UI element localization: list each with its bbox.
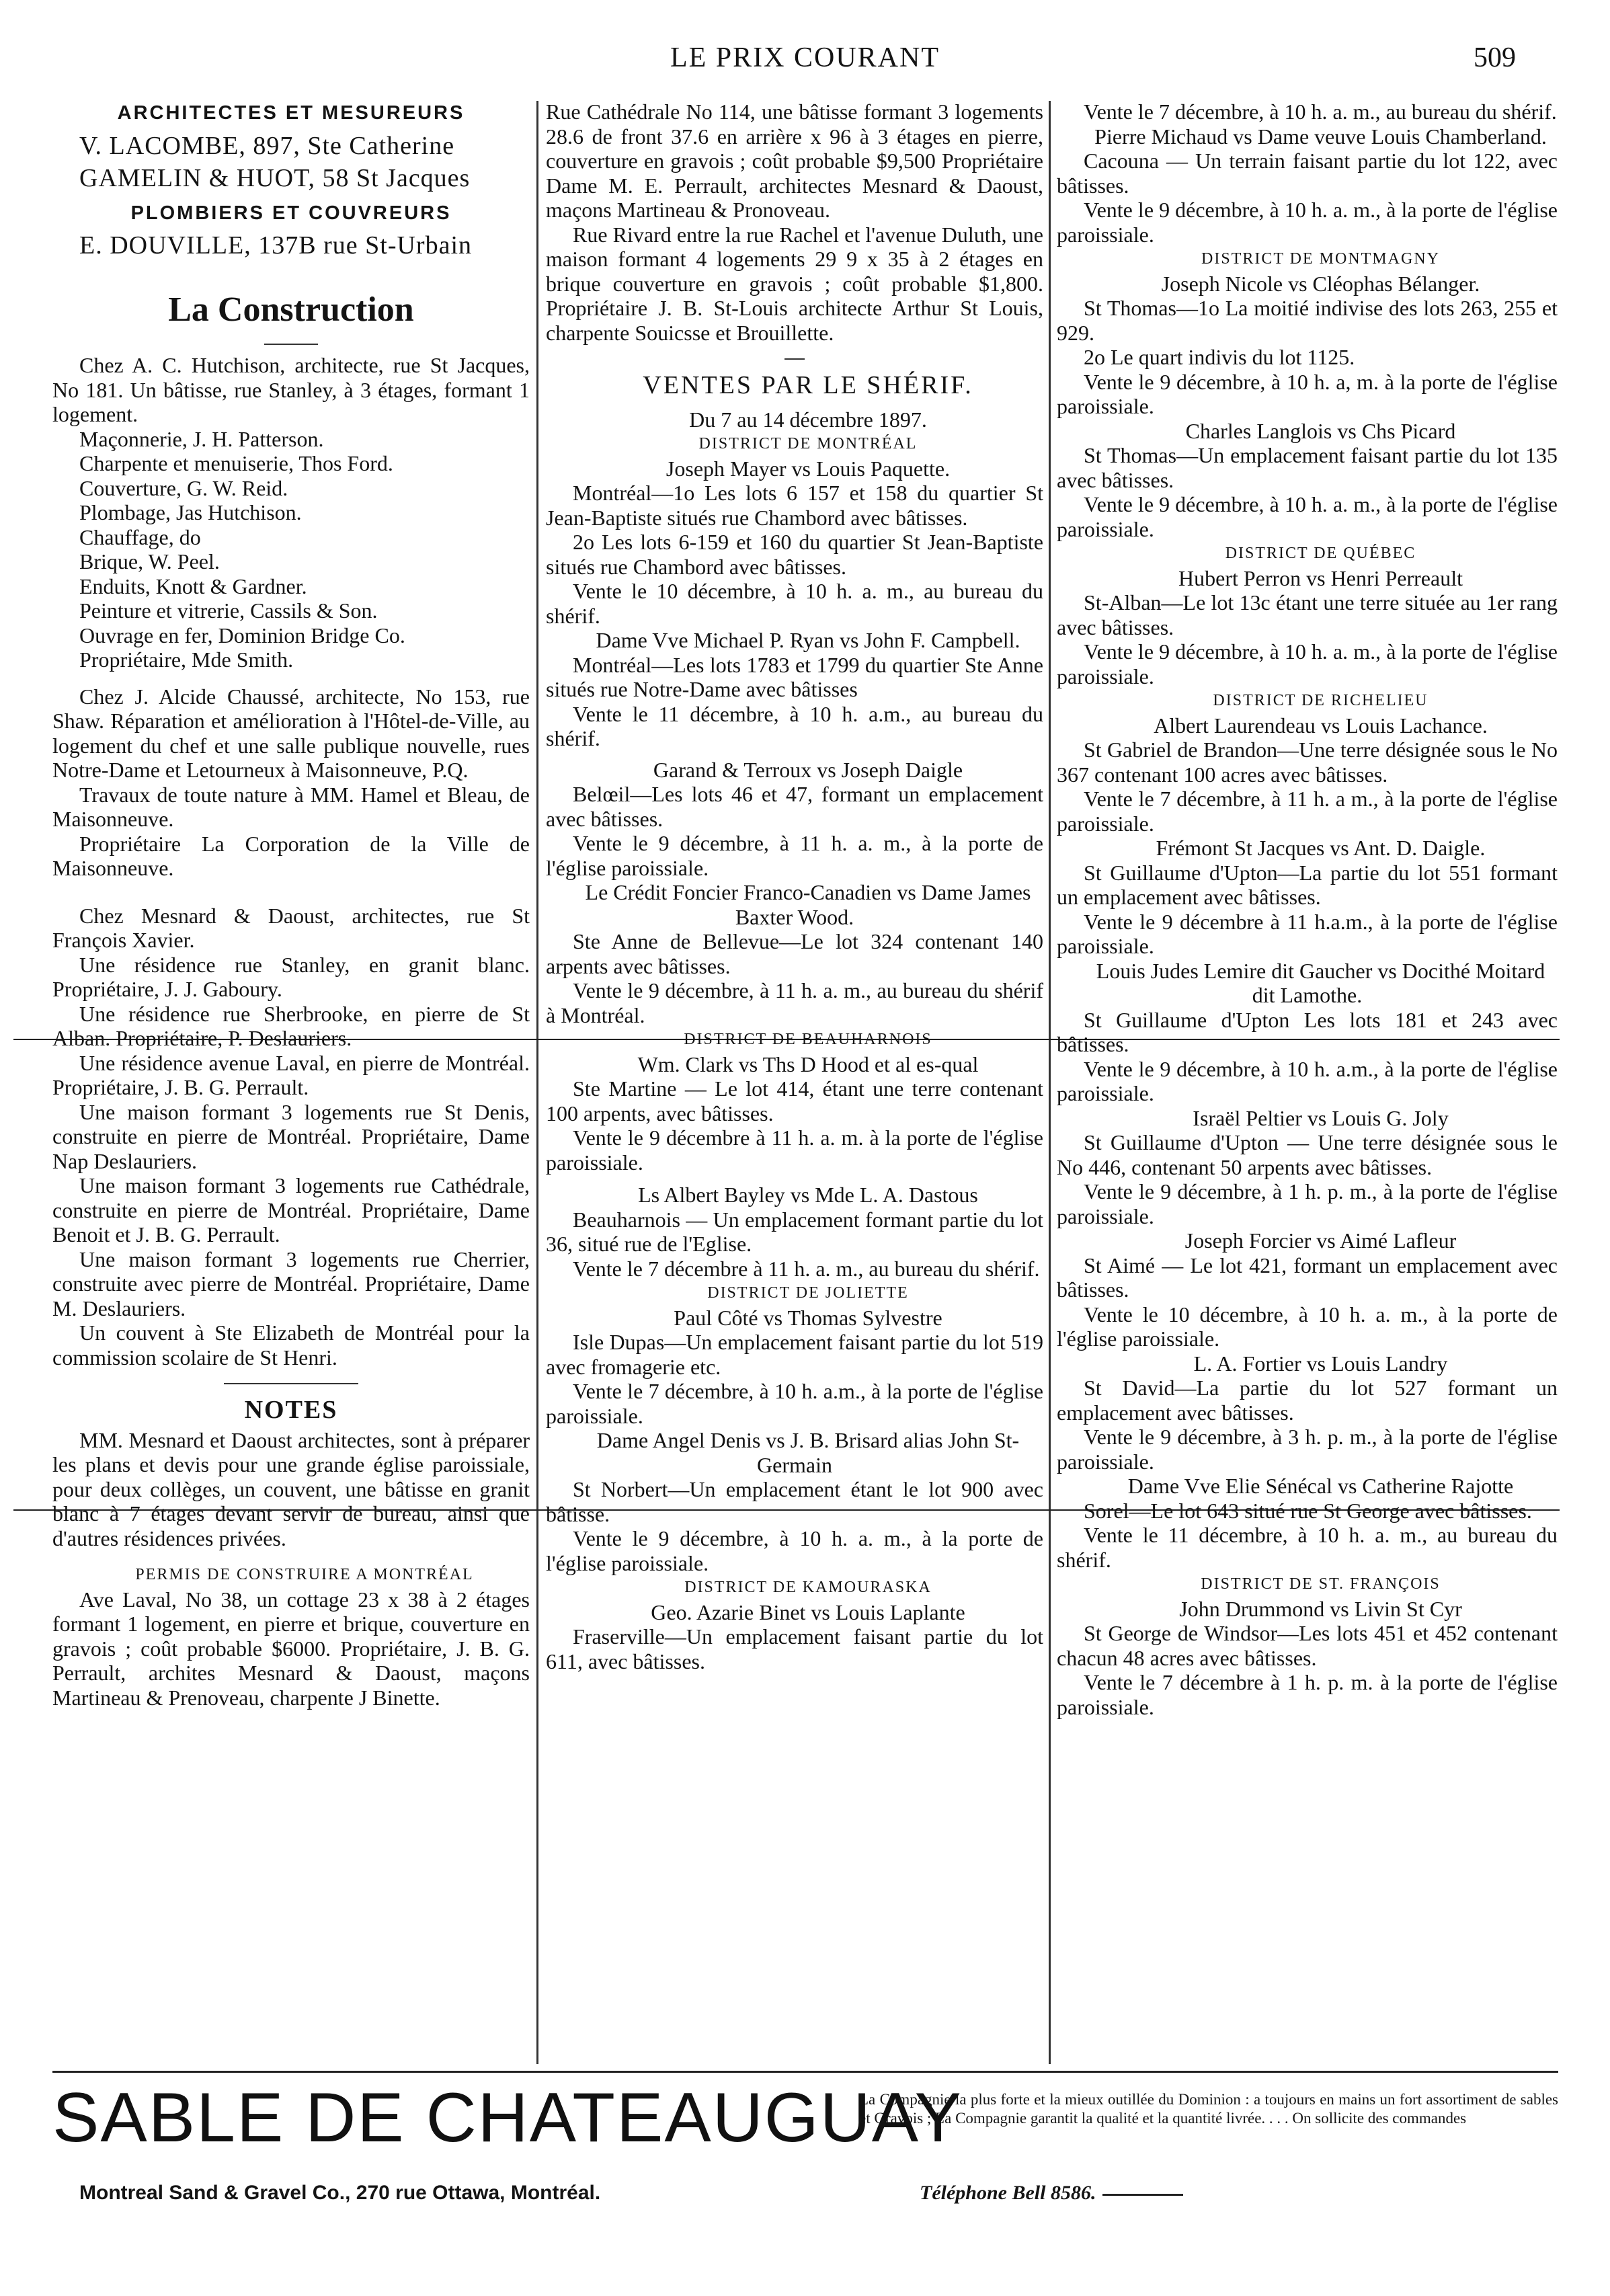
construction-entry: Une maison formant 3 logements rue St Denis, construite en pierre de Montréal. Propriétaire, Dame Nap Deslauriers. <box>52 1099 530 1173</box>
construction-entry: Couverture, G. W. Reid. <box>79 475 288 500</box>
case-text: St Guillaume d'Upton—La partie du lot 551 formant un emplacement avec bâtisses. <box>1057 860 1558 909</box>
case-text: St George de Windsor—Les lots 451 et 452 contenant chacun 48 acres avec bâtisses. <box>1057 1621 1558 1670</box>
case-text: Belœil—Les lots 46 et 47, formant un emplacement avec bâtisses. <box>546 782 1043 831</box>
case-text: St Gabriel de Brandon—Une terre désignée sous le No 367 contenant 100 acres avec bâtisses. <box>1057 738 1558 787</box>
case-text: Vente le 9 décembre, à 11 h. a. m., à la porte de l'église paroissiale. <box>546 831 1043 880</box>
case-title: Joseph Mayer vs Louis Paquette. <box>666 456 951 481</box>
case-text: Vente le 9 décembre à 11 h. a. m. à la porte de l'église paroissiale. <box>546 1125 1043 1175</box>
ventes-dates: Du 7 au 14 décembre 1897. <box>689 407 927 432</box>
column-3 <box>1057 100 1558 1719</box>
ventes-title: VENTES PAR LE SHÉRIF. <box>643 371 973 399</box>
construction-entry: Chez Mesnard & Daoust, architectes, rue St François Xavier. <box>52 903 530 952</box>
column-2 <box>546 100 1043 1673</box>
case-text: Vente le 7 décembre, à 11 h. a m., à la porte de l'église paroissiale. <box>1057 787 1558 836</box>
pointer-arrow-icon <box>1102 2194 1183 2196</box>
case-text: Vente le 9 décembre, à 3 h. p. m., à la porte de l'église paroissiale. <box>1057 1425 1558 1474</box>
case-text: Ste Anne de Bellevue—Le lot 324 contenant 140 arpents avec bâtisses. <box>546 929 1043 978</box>
case-title: Ls Albert Bayley vs Mde L. A. Dastous <box>638 1183 978 1207</box>
case-title: Hubert Perron vs Henri Perreault <box>1178 565 1463 590</box>
case-text: St David—La partie du lot 527 formant un emplacement avec bâtisses. <box>1057 1376 1558 1425</box>
architect-firm: GAMELIN & HUOT, 58 St Jacques <box>79 163 471 192</box>
short-rule <box>224 1383 358 1384</box>
case-title: Pierre Michaud vs Dame veuve Louis Chamberland. <box>1094 124 1547 149</box>
construction-entry: Chez A. C. Hutchison, architecte, rue St Jacques, No 181. Un bâtisse, rue Stanley, à 3 étages, formant 1 logement. <box>52 353 530 426</box>
column-divider-1 <box>536 101 538 2064</box>
case-text: Montréal—Les lots 1783 et 1799 du quartier Ste Anne situés rue Notre-Dame avec bâtisses <box>546 652 1043 701</box>
case-text: St Guillaume d'Upton — Une terre désignée sous le No 446, contenant 50 arpents avec bâtisses. <box>1057 1130 1558 1179</box>
case-title: Louis Judes Lemire dit Gaucher vs Docithé Moitard dit Lamothe. <box>1096 958 1545 1007</box>
plumber-firm: E. DOUVILLE, 137B rue St-Urbain <box>79 231 473 260</box>
case-text: Vente le 9 décembre, à 10 h. a. m., à la porte de l'église paroissiale. <box>1057 639 1558 688</box>
case-text: Ste Martine — Le lot 414, étant une terre contenant 100 arpents, avec bâtisses. <box>546 1076 1043 1125</box>
district-heading: DISTRICT DE KAMOURASKA <box>684 1579 932 1596</box>
column-divider-2 <box>1049 101 1051 2064</box>
construction-entry: Une résidence rue Stanley, en granit blanc. Propriétaire, J. J. Gaboury. <box>52 952 530 1001</box>
case-text: Vente le 9 décembre, à 10 h. a.m., à la porte de l'église paroissiale. <box>1057 1056 1558 1105</box>
construction-entry: Une maison formant 3 logements rue Cathédrale, construite en pierre de Montréal. Propriétaire, Dame Benoit et J. B. G. Perrault. <box>52 1173 530 1246</box>
case-text: Vente le 11 décembre, à 10 h. a. m., au bureau du shérif. <box>1057 1523 1558 1572</box>
plumbers-heading: PLOMBIERS ET COUVREURS <box>130 202 452 224</box>
case-text: St Thomas—Un emplacement faisant partie du lot 135 avec bâtisses. <box>1057 443 1558 492</box>
construction-entry: Une résidence avenue Laval, en pierre de Montréal. Propriétaire, J. B. G. Perrault. <box>52 1050 530 1099</box>
publication-title: LE PRIX COURANT <box>670 42 940 73</box>
district-heading: DISTRICT DE JOLIETTE <box>707 1284 909 1302</box>
construction-entry: Chez J. Alcide Chaussé, architecte, No 153, rue Shaw. Réparation et amélioration à l'Hôtel-de-Ville, au logement du chef et une salle publique nouvelle, rues Notre-Dame et Letourneux à Maisonneuve, P.Q. <box>52 684 530 782</box>
case-text: 2o Les lots 6-159 et 160 du quartier St Jean-Baptiste situés rue Chambord avec bâtisses. <box>546 530 1043 579</box>
case-title: Israël Peltier vs Louis G. Joly <box>1193 1105 1449 1130</box>
notes-title: NOTES <box>244 1396 338 1424</box>
short-rule <box>264 344 318 345</box>
district-heading: DISTRICT DE QUÉBEC <box>1225 545 1416 562</box>
case-text: Vente le 7 décembre à 1 h. p. m. à la porte de l'église paroissiale. <box>1057 1670 1558 1719</box>
construction-entry: Une maison formant 3 logements rue Cherrier, construite avec pierre de Montréal. Propriétaire, Dame M. Deslauriers. <box>52 1246 530 1320</box>
construction-entry: Brique, W. Peel. <box>79 549 220 573</box>
advertiser-blurb: La Compagnie la plus forte et la mieux outillée du Dominion : a toujours en mains un fort assortiment de sables et Gravois ; La Compagnie garantit la qualité et la quantité livrée. . . . On sollicite des commandes <box>859 2091 1558 2127</box>
construction-entry: Maçonnerie, J. H. Patterson. <box>79 426 324 451</box>
case-title: John Drummond vs Livin St Cyr <box>1179 1596 1462 1621</box>
advertiser-phone <box>920 2182 1183 2205</box>
column-1 <box>52 100 530 1710</box>
case-title: Frémont St Jacques vs Ant. D. Daigle. <box>1156 836 1486 860</box>
case-text: Vente le 7 décembre, à 10 h. a.m., à la porte de l'église paroissiale. <box>546 1379 1043 1428</box>
permis-title: PERMIS DE CONSTRUIRE A MONTRÉAL <box>135 1566 474 1583</box>
construction-entry: Enduits, Knott & Gardner. <box>79 573 307 598</box>
construction-entry: Une résidence rue Sherbrooke, en pierre de St Alban. Propriétaire, P. Deslauriers. <box>52 1001 530 1050</box>
case-text: Vente le 11 décembre, à 10 h. a.m., au bureau du shérif. <box>546 701 1043 750</box>
construction-entry: Peinture et vitrerie, Cassils & Son. <box>79 598 378 623</box>
case-title: Charles Langlois vs Chs Picard <box>1185 418 1456 443</box>
construction-entry: Un couvent à Ste Elizabeth de Montréal pour la commission scolaire de St Henri. <box>52 1320 530 1370</box>
construction-entry: Rue Cathédrale No 114, une bâtisse formant 3 logements 28.6 de front 37.6 en arrière x 96 à 3 étages en pierre, couverture en gravois ; coût probable $9,500 Propriétaire Dame M. E. Perrault, architectes Mesnard & Daoust, maçons Martineau & Pronoveau. <box>546 100 1043 222</box>
advertiser-brand: SABLE DE CHATEAUGUAY <box>52 2079 963 2157</box>
case-title: Dame Angel Denis vs J. B. Brisard alias John St-Germain <box>596 1428 1020 1477</box>
architects-heading: ARCHITECTES ET MESUREURS <box>117 102 465 124</box>
case-title: L. A. Fortier vs Louis Landry <box>1193 1351 1448 1376</box>
case-text: Beauharnois — Un emplacement formant partie du lot 36, situé rue de l'Eglise. <box>546 1207 1043 1256</box>
sand-advertisement <box>52 2081 1558 2229</box>
case-title: Garand & Terroux vs Joseph Daigle <box>653 757 963 782</box>
case-title: Dame Vve Michael P. Ryan vs John F. Campbell. <box>596 628 1020 652</box>
case-text: St Guillaume d'Upton Les lots 181 et 243 avec bâtisses. <box>1057 1007 1558 1056</box>
district-heading: DISTRICT DE MONTRÉAL <box>698 435 918 452</box>
phone-text: Téléphone Bell 8586. <box>920 2182 1096 2204</box>
advertiser-address: Montreal Sand & Gravel Co., 270 rue Ottawa, Montréal. <box>79 2182 601 2204</box>
case-text: Montréal—1o Les lots 6 157 et 158 du quartier St Jean-Baptiste situés rue Chambord avec bâtisses. <box>546 481 1043 530</box>
construction-entry: Ouvrage en fer, Dominion Bridge Co. <box>79 623 405 647</box>
case-text: Vente le 9 décembre, à 10 h. a. m., à la porte de l'église paroissiale. <box>1057 198 1558 247</box>
case-text: Vente le 9 décembre, à 11 h. a. m., au bureau du shérif à Montréal. <box>546 978 1043 1027</box>
case-text: Vente le 9 décembre à 11 h.a.m., à la porte de l'église paroissiale. <box>1057 909 1558 958</box>
case-text: Vente le 9 décembre, à 10 h. a. m., à la porte de l'église paroissiale. <box>1057 492 1558 541</box>
case-text: Cacouna — Un terrain faisant partie du lot 122, avec bâtisses. <box>1057 149 1558 198</box>
case-text: 2o Le quart indivis du lot 1125. <box>1084 345 1355 369</box>
construction-entry: Propriétaire, Mde Smith. <box>79 647 294 672</box>
case-text: Vente le 10 décembre, à 10 h. a. m., au bureau du shérif. <box>546 579 1043 628</box>
case-text: St Norbert—Un emplacement étant le lot 900 avec bâtisse. <box>546 1477 1043 1526</box>
notes-text: MM. Mesnard et Daoust architectes, sont à préparer les plans et devis pour une grande église paroissiale, pour deux collèges, un couvent, une bâtisse en granit blanc à 7 étages devant servir de bureau, ainsi que d'autres résidences privées. <box>52 1427 530 1550</box>
construction-entry: Charpente et menuiserie, Thos Ford. <box>79 451 393 475</box>
district-heading: DISTRICT DE ST. FRANÇOIS <box>1201 1575 1441 1593</box>
construction-entry: Rue Rivard entre la rue Rachel et l'avenue Duluth, une maison formant 4 logements 29 9 x 35 à 2 étages en brique couverture en gravois ; coût probable $1,800. Propriétaire J. B. St-Louis architecte Arthur St Louis, charpente Souicsse et Brouillette. <box>546 222 1043 345</box>
case-text: Vente le 7 décembre à 11 h. a. m., au bureau du shérif. <box>573 1256 1040 1281</box>
case-title: Joseph Forcier vs Aimé Lafleur <box>1184 1228 1457 1253</box>
short-rule <box>784 358 805 360</box>
case-title: Le Crédit Foncier Franco-Canadien vs Dame James Baxter Wood. <box>585 880 1031 929</box>
case-text: St-Alban—Le lot 13c étant une terre située au 1er rang avec bâtisses. <box>1057 590 1558 639</box>
district-heading: DISTRICT DE MONTMAGNY <box>1201 250 1440 268</box>
district-heading: DISTRICT DE BEAUHARNOIS <box>684 1031 932 1048</box>
case-title: Geo. Azarie Binet vs Louis Laplante <box>651 1599 965 1624</box>
case-text: St Thomas—1o La moitié indivise des lots 263, 255 et 929. <box>1057 296 1558 345</box>
construction-title: La Construction <box>168 290 414 329</box>
construction-entry: Propriétaire La Corporation de la Ville de Maisonneuve. <box>52 831 530 880</box>
case-text: Isle Dupas—Un emplacement faisant partie du lot 519 avec fromagerie etc. <box>546 1330 1043 1379</box>
case-text: St Aimé — Le lot 421, formant un emplacement avec bâtisses. <box>1057 1253 1558 1302</box>
case-text: Fraserville—Un emplacement faisant partie du lot 611, avec bâtisses. <box>546 1624 1043 1673</box>
case-text: Sorel—Le lot 643 situé rue St George avec bâtisses. <box>1084 1498 1532 1523</box>
case-title: Dame Vve Elie Sénécal vs Catherine Rajotte <box>1127 1474 1514 1498</box>
case-text: Vente le 10 décembre, à 10 h. a. m., à la porte de l'église paroissiale. <box>1057 1302 1558 1351</box>
construction-entry: Chauffage, do <box>79 524 201 549</box>
case-title: Wm. Clark vs Ths D Hood et al es-qual <box>637 1052 979 1076</box>
construction-entry: Plombage, Jas Hutchison. <box>79 500 302 524</box>
case-title: Paul Côté vs Thomas Sylvestre <box>674 1305 942 1330</box>
page-number: 509 <box>1474 42 1516 73</box>
case-text: Vente le 9 décembre, à 10 h. a, m. à la porte de l'église paroissiale. <box>1057 369 1558 418</box>
case-title: Albert Laurendeau vs Louis Lachance. <box>1154 713 1488 738</box>
case-title: Joseph Nicole vs Cléophas Bélanger. <box>1161 271 1480 296</box>
permis-text: Ave Laval, No 38, un cottage 23 x 38 à 2 étages formant 1 logement, en pierre et brique, couverture en gravois ; coût probable $6000. Propriétaire, J. B. G. Perrault, archites Mesnard & Daoust, maçons Martineau & Prenoveau, charpente J Binette. <box>52 1587 530 1710</box>
architect-firm: V. LACOMBE, 897, Ste Catherine <box>79 131 455 160</box>
page-header <box>0 42 1610 82</box>
district-heading: DISTRICT DE RICHELIEU <box>1213 692 1428 709</box>
case-text: Vente le 9 décembre, à 10 h. a. m., à la porte de l'église paroissiale. <box>546 1526 1043 1575</box>
case-text: Vente le 7 décembre, à 10 h. a. m., au bureau du shérif. <box>1084 100 1557 124</box>
case-text: Vente le 9 décembre, à 1 h. p. m., à la porte de l'église paroissiale. <box>1057 1179 1558 1228</box>
construction-entry: Travaux de toute nature à MM. Hamel et Bleau, de Maisonneuve. <box>52 782 530 831</box>
footer-rule <box>52 2071 1558 2073</box>
